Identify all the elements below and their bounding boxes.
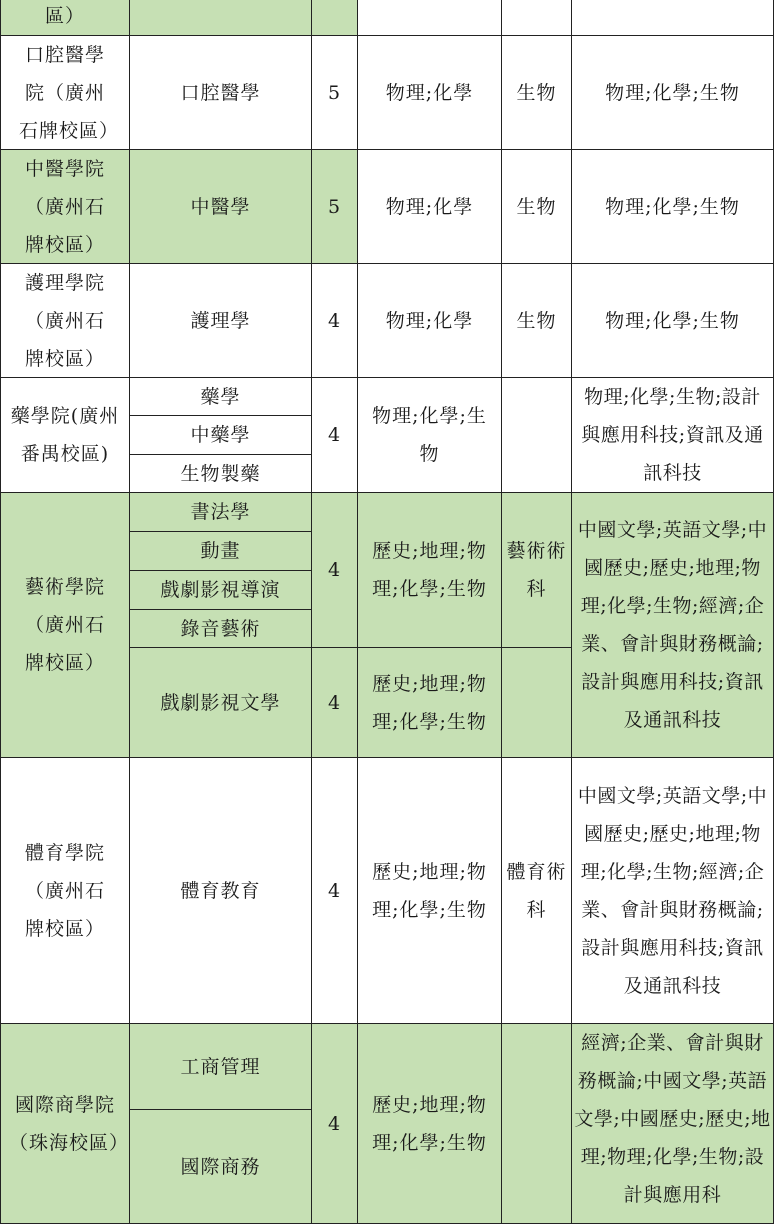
college-cell: 國際商學院（珠海校區） (0, 1024, 130, 1224)
major-cell: 戲劇影視文學 (130, 648, 312, 758)
years-cell: 4 (312, 1024, 358, 1224)
test-cell: 生物 (502, 36, 572, 150)
required-subjects-cell: 物理;化學 (358, 150, 502, 264)
major-cell: 書法學 (130, 493, 312, 532)
required-subjects-cell (358, 0, 502, 36)
college-cell: 護理學院（廣州石牌校區） (0, 264, 130, 378)
required-subjects-cell: 物理;化學;生物 (358, 378, 502, 493)
major-cell: 工商管理 (130, 1024, 312, 1110)
college-cell: 藥學院(廣州番禺校區) (0, 378, 130, 493)
hk-subjects-cell: 物理;化學;生物 (572, 36, 774, 150)
hk-subjects-cell: 中國文學;英語文學;中國歷史;歷史;地理;物理;化學;生物;經濟;企業、會計與財務概論;設計與應用科技;資訊及通訊科技 (572, 493, 774, 758)
college-cell: 區） (0, 0, 130, 36)
major-cell: 藥學 (130, 378, 312, 416)
major-cell: 中藥學 (130, 416, 312, 455)
years-cell: 4 (312, 264, 358, 378)
major-cell: 護理學 (130, 264, 312, 378)
years-cell: 4 (312, 648, 358, 758)
major-cell: 中醫學 (130, 150, 312, 264)
college-cell: 藝術學院（廣州石牌校區） (0, 493, 130, 758)
college-cell: 體育學院（廣州石牌校區） (0, 758, 130, 1024)
major-cell: 體育教育 (130, 758, 312, 1024)
test-cell: 藝術術科 (502, 493, 572, 648)
major-cell: 生物製藥 (130, 455, 312, 493)
major-cell: 戲劇影視導演 (130, 571, 312, 610)
required-subjects-cell: 物理;化學 (358, 264, 502, 378)
test-cell: 體育術科 (502, 758, 572, 1024)
required-subjects-cell: 物理;化學 (358, 36, 502, 150)
major-cell: 國際商務 (130, 1110, 312, 1224)
test-cell (502, 648, 572, 758)
test-cell (502, 0, 572, 36)
required-subjects-cell: 歷史;地理;物理;化學;生物 (358, 493, 502, 648)
major-cell: 錄音藝術 (130, 610, 312, 648)
required-subjects-cell: 歷史;地理;物理;化學;生物 (358, 1024, 502, 1224)
hk-subjects-cell: 物理;化學;生物 (572, 150, 774, 264)
required-subjects-cell: 歷史;地理;物理;化學;生物 (358, 648, 502, 758)
years-cell: 4 (312, 758, 358, 1024)
hk-subjects-cell: 物理;化學;生物;設計與應用科技;資訊及通訊科技 (572, 378, 774, 493)
major-cell (130, 0, 312, 36)
major-cell: 口腔醫學 (130, 36, 312, 150)
college-cell: 口腔醫學院（廣州石牌校區） (0, 36, 130, 150)
years-cell: 4 (312, 378, 358, 493)
years-cell: 5 (312, 150, 358, 264)
test-cell (502, 378, 572, 493)
test-cell (502, 1024, 572, 1224)
required-subjects-cell: 歷史;地理;物理;化學;生物 (358, 758, 502, 1024)
years-cell: 4 (312, 493, 358, 648)
years-cell (312, 0, 358, 36)
hk-subjects-cell: 物理;化學;生物 (572, 264, 774, 378)
hk-subjects-cell: 中國文學;英語文學;中國歷史;歷史;地理;物理;化學;生物;經濟;企業、會計與財務概論;設計與應用科技;資訊及通訊科技 (572, 758, 774, 1024)
college-cell: 中醫學院（廣州石牌校區） (0, 150, 130, 264)
major-cell: 動畫 (130, 532, 312, 571)
hk-subjects-cell: 經濟;企業、會計與財務概論;中國文學;英語文學;中國歷史;歷史;地理;物理;化學;生物;設計與應用科 (572, 1024, 774, 1224)
years-cell: 5 (312, 36, 358, 150)
test-cell: 生物 (502, 150, 572, 264)
test-cell: 生物 (502, 264, 572, 378)
hk-subjects-cell (572, 0, 774, 36)
